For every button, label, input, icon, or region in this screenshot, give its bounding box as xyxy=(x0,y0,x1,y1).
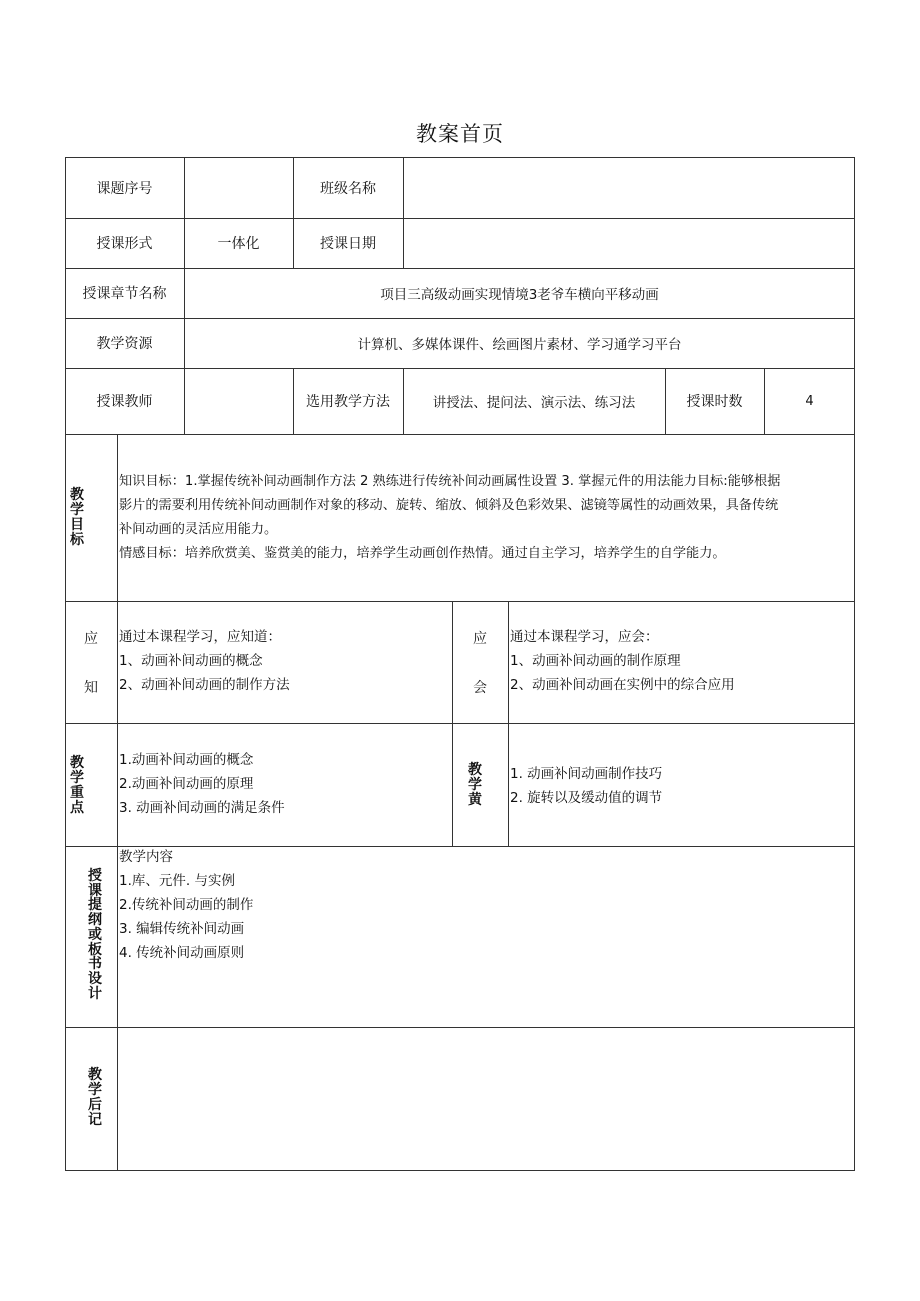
can-text xyxy=(510,625,853,697)
chapter-value: 项目三高级动画实现情境3老爷车横向平移动画 xyxy=(380,287,659,303)
key-points-text xyxy=(119,748,449,820)
row-divider xyxy=(65,434,855,435)
know-text xyxy=(119,625,449,697)
know-line: 1、动画补间动画的概念 xyxy=(119,653,263,669)
postscript-label: 教学后记 xyxy=(88,1067,102,1128)
goals-line: 影片的需要利用传统补间动画制作对象的移动、旋转、缩放、倾斜及色彩效果、滤镜等属性的动画效果，具备传统 xyxy=(119,498,779,513)
difficulties-label: 教学黄 xyxy=(468,762,482,808)
teacher-label: 授课教师 xyxy=(96,394,153,410)
hours-label: 授课时数 xyxy=(686,394,743,410)
goals-line: 知识目标：1.掌握传统补间动画制作方法 2 熟练进行传统补间动画属性设置 3. 掌握元件的用法能力目标:能够根据 xyxy=(119,474,781,489)
can-label-top: 应 xyxy=(473,631,487,647)
outline-line: 2.传统补间动画的制作 xyxy=(119,897,254,913)
outline-text xyxy=(119,845,853,965)
form-label: 授课形式 xyxy=(96,236,153,252)
method-value: 讲授法、提问法、演示法、练习法 xyxy=(432,395,636,411)
key-point-line: 3. 动画补间动画的满足条件 xyxy=(119,800,285,816)
know-line: 通过本课程学习，应知道： xyxy=(119,629,281,645)
goals-line: 情感目标：培养欣赏美、鉴赏美的能力，培养学生动画创作热情。通过自主学习，培养学生的自学能力。 xyxy=(119,546,726,561)
page-title: 教案首页 xyxy=(416,122,504,146)
column-divider xyxy=(508,601,509,846)
know-line: 2、动画补间动画的制作方法 xyxy=(119,677,290,693)
outline-line: 3. 编辑传统补间动画 xyxy=(119,921,245,937)
lesson-no-label: 课题序号 xyxy=(96,180,153,197)
know-label-bottom: 知 xyxy=(84,680,98,696)
key-point-line: 2.动画补间动画的原理 xyxy=(119,776,254,792)
resource-value: 计算机、多媒体课件、绘画图片素材、学习通学习平台 xyxy=(357,337,682,353)
postscript-content[interactable] xyxy=(119,1029,853,1169)
difficulties-text xyxy=(510,762,853,810)
row-divider xyxy=(65,601,855,602)
lesson-no-value[interactable] xyxy=(184,157,293,218)
can-line: 通过本课程学习，应会： xyxy=(510,629,659,645)
date-value[interactable] xyxy=(403,218,855,268)
class-value[interactable] xyxy=(403,157,855,218)
method-label: 选用教学方法 xyxy=(306,394,390,410)
outline-label: 授课提纲或板书设计 xyxy=(88,868,102,1002)
can-line: 1、动画补间动画的制作原理 xyxy=(510,653,681,669)
outline-line: 4. 传统补间动画原则 xyxy=(119,945,245,961)
row-divider xyxy=(65,1027,855,1028)
difficulty-line: 2. 旋转以及缓动值的调节 xyxy=(510,790,663,806)
hours-value: 4 xyxy=(805,393,814,409)
date-label: 授课日期 xyxy=(320,236,376,252)
teacher-value[interactable] xyxy=(184,368,293,434)
chapter-label: 授课章节名称 xyxy=(82,286,167,302)
row-divider xyxy=(65,723,855,724)
goals-line: 补间动画的灵活应用能力。 xyxy=(119,522,278,537)
know-label-top: 应 xyxy=(84,631,98,647)
outline-line: 1.库、元件. 与实例 xyxy=(119,873,235,889)
can-line: 2、动画补间动画在实例中的综合应用 xyxy=(510,677,735,693)
resource-label: 教学资源 xyxy=(96,336,153,352)
class-label: 班级名称 xyxy=(320,180,376,197)
key-point-line: 1.动画补间动画的概念 xyxy=(119,752,254,768)
form-value: 一体化 xyxy=(217,236,260,252)
goals-text xyxy=(119,470,853,566)
difficulty-line: 1. 动画补间动画制作技巧 xyxy=(510,766,663,782)
can-label-bottom: 会 xyxy=(473,680,487,696)
goals-label: 教学目标 xyxy=(70,487,84,548)
key-points-label: 教学重点 xyxy=(70,755,84,816)
outline-line: 教学内容 xyxy=(119,849,173,865)
column-divider xyxy=(117,434,118,1171)
